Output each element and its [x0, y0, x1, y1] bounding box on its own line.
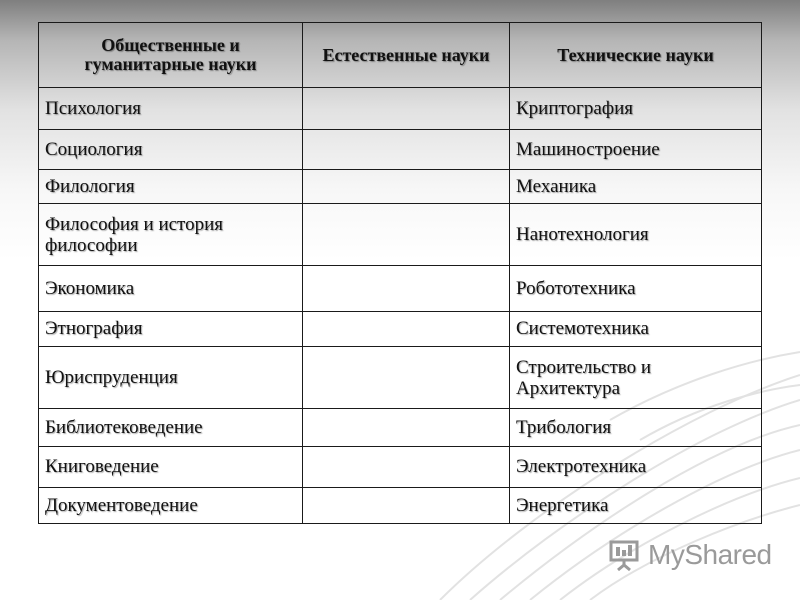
cell-natural: [303, 347, 510, 409]
cell-technical: Криптография: [510, 88, 762, 130]
table-row: [39, 170, 762, 204]
header-cell-natural: Естественные науки: [303, 23, 510, 88]
cell-natural: [303, 312, 510, 347]
cell-social: Философия и история философии: [39, 204, 303, 266]
table-row: [39, 347, 762, 409]
cell-social: Психология: [39, 88, 303, 130]
cell-technical: Нанотехнология: [510, 204, 762, 266]
cell-natural: [303, 266, 510, 312]
cell-natural: [303, 204, 510, 266]
cell-technical: Строительство и Архитектура: [510, 347, 762, 409]
table-row: [39, 130, 762, 170]
table-row: [39, 204, 762, 266]
table-row: [39, 312, 762, 347]
table-row: [39, 488, 762, 524]
cell-social: Филология: [39, 170, 303, 204]
cell-social: Этнография: [39, 312, 303, 347]
table-row: [39, 447, 762, 488]
table-row: [39, 266, 762, 312]
cell-technical: Робототехника: [510, 266, 762, 312]
sciences-table: [38, 22, 762, 524]
cell-technical: Механика: [510, 170, 762, 204]
cell-natural: [303, 409, 510, 447]
cell-natural: [303, 170, 510, 204]
cell-social: Социология: [39, 130, 303, 170]
cell-natural: [303, 130, 510, 170]
cell-technical: Системотехника: [510, 312, 762, 347]
cell-natural: [303, 88, 510, 130]
header-cell-social-humanities: Общественные и гуманитарные науки: [39, 23, 303, 88]
cell-social: Документоведение: [39, 488, 303, 524]
cell-social: Экономика: [39, 266, 303, 312]
cell-technical: Машиностроение: [510, 130, 762, 170]
table-header-row: [39, 23, 762, 88]
presentation-board-icon: [608, 538, 642, 572]
cell-technical: Электротехника: [510, 447, 762, 488]
cell-natural: [303, 447, 510, 488]
cell-social: Юриспруденция: [39, 347, 303, 409]
cell-social: Библиотековедение: [39, 409, 303, 447]
cell-social: Книговедение: [39, 447, 303, 488]
header-cell-technical: Технические науки: [510, 23, 762, 88]
myshared-logo: [608, 538, 772, 572]
cell-natural: [303, 488, 510, 524]
cell-technical: Энергетика: [510, 488, 762, 524]
table-row: [39, 88, 762, 130]
table-row: [39, 409, 762, 447]
cell-technical: Трибология: [510, 409, 762, 447]
logo-text: MyShared: [648, 539, 772, 570]
